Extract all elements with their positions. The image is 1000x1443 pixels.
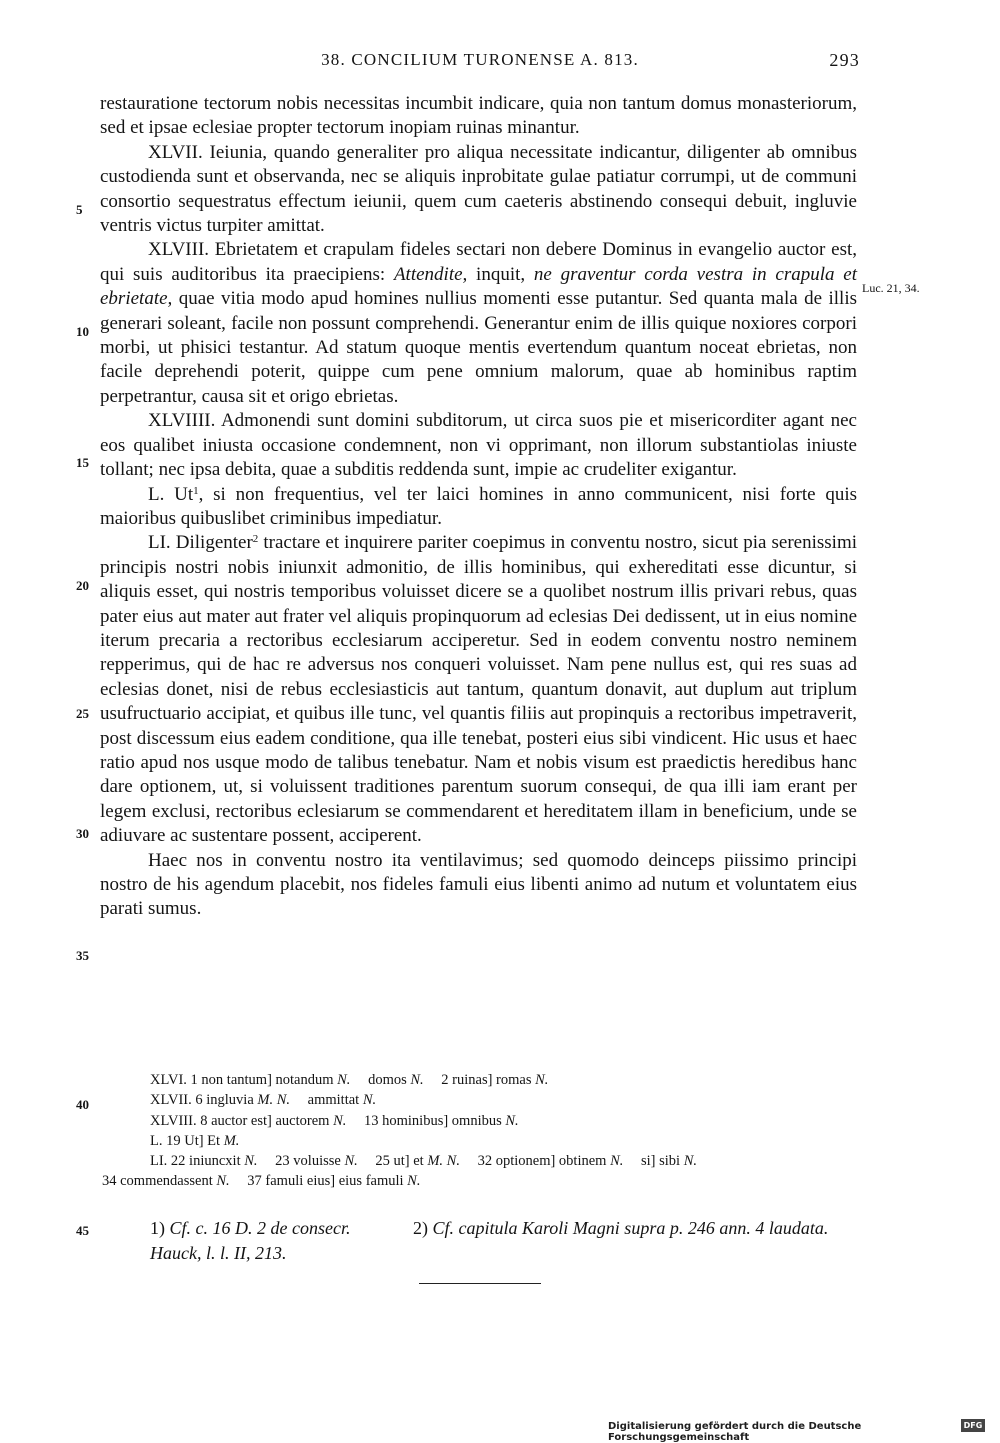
paragraph-closing: Haec nos in conventu nostro ita ventilavimus; sed quomodo deinceps piissimo principi nostro de his agendum placebit, nos fideles famuli eius libenti animo ad nutum et voluntatem eius parati sumus. — [100, 849, 857, 920]
apparatus-entry — [641, 1153, 697, 1169]
apparatus-row — [102, 1070, 858, 1090]
apparatus-row — [102, 1111, 858, 1131]
apparatus-text: XLVI. 1 non tantum] notandum — [150, 1072, 334, 1088]
text-run: tractare et inquirere pariter coepimus in conventu nostro, sicut pia serenissimi principis nostri nobis iniunxit admonitio, de illis hominibus, qui exhereditati esse dicuntur, si aliquis esset, qui nostris temporibus voluisset dicere se a quolibet nostrum illis privari rebus, quas pater eius aut mater aut frater vel aliquis propinquorum ad eclesias Dei dedissent, ut in eius nomine iterum precaria a rectoribus ecclesiarum acciperetur. Sed in eodem conventu nostro neminem repperimus, qui de hac re adversus nos conqueri voluisset. Nam pene nullus est, qui res suas ad eclesias donet, nisi de rebus ecclesiasticis aut tantum, quantum donavit, aut duplum aut triplum usufructuario accipiat, et quibus ille tunc, vel quantis filiis aut propinquis a rectoribus impetraverit, post discessum eius eadem conditione, qua ille tenebat, posteri eius sibi vindicent. Hic usus et haec ratio apud nos usque modo de talibus tenebatur. Nam et nobis visum est praedictis heredibus hanc dare optionem, ut, si voluissent traditiones parentum suorum consequi, de qua illi iam erant per legem exclusi, rectoribus eclesiarum se commendarent et hereditatem illam in beneficium, unde se adiuvare ac sustentare possent, acciperent. — [100, 532, 857, 847]
footnote-block — [102, 1216, 858, 1266]
paragraph-xlviii — [100, 238, 857, 409]
apparatus-row — [102, 1131, 858, 1151]
line-number: 30 — [76, 826, 89, 841]
digitization-credit: Digitalisierung gefördert durch die Deutsche Forschungsgemeinschaft — [608, 1421, 862, 1443]
siglum: N. — [244, 1153, 258, 1170]
line-number: 45 — [76, 1223, 89, 1238]
apparatus-text: si] sibi — [641, 1153, 681, 1170]
apparatus-entry — [478, 1153, 624, 1169]
siglum: N. — [683, 1153, 697, 1170]
siglum: N. — [410, 1072, 424, 1088]
apparatus-entry — [247, 1173, 420, 1189]
line-number: 5 — [76, 202, 83, 217]
text-run: L. Ut — [148, 483, 194, 505]
apparatus-entry — [150, 1153, 258, 1169]
siglum: M. — [223, 1132, 240, 1149]
page-number: 293 — [829, 50, 860, 70]
main-text — [100, 92, 857, 922]
running-title: 38. CONCILIUM TURONENSE A. 813. — [321, 50, 639, 69]
siglum: N. — [337, 1072, 351, 1088]
siglum: N. — [344, 1153, 358, 1170]
running-header — [100, 50, 860, 76]
apparatus-entry — [441, 1072, 548, 1088]
apparatus-text: 2 ruinas] romas — [441, 1072, 532, 1088]
siglum: M. N. — [427, 1153, 460, 1170]
siglum: N. — [610, 1153, 624, 1170]
text-run: quae vitia modo apud homines nullius momenti esse putantur. Sed quanta mala de illis generari soleant, facile non possunt comprehendi. Generantur enim de illis quique noxiores corpori morbi, ut phisici testantur. Ad statum quoque mentis evertendum quantum noceat ebrietas, non facile deprehendi poterit, quippe cum pene omnium malorum, quae ab hominibus raptim perpetrantur, causa sit et origo ebrietas. — [100, 288, 858, 407]
apparatus-text: LI. 22 iniuncxit — [150, 1153, 241, 1170]
siglum: M. N. — [257, 1092, 291, 1109]
footnote-number: 1) — [150, 1218, 165, 1238]
apparatus-entry — [275, 1153, 358, 1169]
footnote-text: Cf. capitula Karoli Magni supra p. 246 ann. 4 laudata. Hauck, l. l. II, 213. — [150, 1218, 829, 1263]
footnote-number: 2) — [412, 1218, 428, 1238]
apparatus-row — [102, 1090, 858, 1110]
apparatus-text: XLVIII. 8 auctor est] auctorem — [150, 1112, 330, 1129]
apparatus-text: 32 optionem] obtinem — [477, 1153, 607, 1170]
line-number: 25 — [76, 706, 89, 721]
apparatus-text: 34 commendassent — [102, 1173, 213, 1190]
apparatus-text: domos — [368, 1072, 407, 1088]
dfg-logo-icon: DFG — [961, 1419, 985, 1432]
apparatus-entry — [102, 1173, 230, 1189]
siglum: N. — [362, 1092, 377, 1109]
footnote-text: Cf. c. 16 D. 2 de consecr. — [169, 1218, 351, 1238]
text-run: XLVIII. Ebrietatem et crapulam fideles sectari non debere Dominus in evangelio auctor est, qui suis auditoribus ita praecipiens: — [100, 239, 857, 285]
apparatus-entry — [308, 1092, 376, 1108]
siglum: N. — [333, 1112, 347, 1129]
paragraph-xlviiii: XLVIIII. Admonendi sunt domini subditorum, ut circa suos pie et misericorditer agant nec eos qualibet iniusta occasione condemnent, non vi opprimant, non illorum substantiolas iniuste tollant; nec ipsa debita, quae a subditis reddenda sunt, impie ac crudeliter exigantur. — [100, 410, 857, 481]
end-rule — [419, 1283, 541, 1284]
apparatus-entry — [364, 1113, 519, 1129]
line-number: 10 — [76, 324, 89, 339]
siglum: N. — [505, 1112, 519, 1129]
apparatus-row — [102, 1151, 858, 1171]
apparatus-row — [102, 1171, 858, 1191]
apparatus-entry — [375, 1153, 460, 1169]
line-number: 40 — [76, 1097, 89, 1112]
text-run: LI. Diligenter — [148, 532, 253, 554]
apparatus-text: XLVII. 6 ingluvia — [150, 1092, 254, 1109]
text-run: inquit, — [476, 263, 526, 285]
apparatus-entry — [368, 1072, 424, 1088]
quotation: Attendite, — [393, 263, 468, 285]
footnotes — [102, 1216, 858, 1266]
paragraph-continuation: restauratione tectorum nobis necessitas incumbit indicare, quia non tantum domus monasteriorum, sed et ipsae eclesiae propter tectorum inopiam ruinas minantur. — [100, 93, 857, 139]
paragraph-l — [100, 483, 857, 532]
footnote-marker: 1 — [193, 484, 199, 497]
siglum: N. — [535, 1072, 549, 1088]
apparatus-entry — [150, 1072, 350, 1088]
margin-reference: Luc. 21, 34. — [862, 281, 920, 295]
quotation: ne graventur corda vestra in crapula et ebrietate, — [100, 263, 857, 310]
line-number: 20 — [76, 578, 89, 593]
apparatus-text: L. 19 Ut] Et — [150, 1132, 221, 1149]
paragraph-li — [100, 531, 857, 848]
footnote-marker: 2 — [252, 533, 259, 546]
apparatus-entry — [150, 1092, 290, 1108]
apparatus-entry — [150, 1133, 239, 1149]
line-number: 35 — [76, 948, 89, 963]
apparatus-text: 23 voluisse — [275, 1153, 341, 1170]
apparatus-entry — [150, 1113, 346, 1129]
text-run: , si non frequentius, vel ter laici homines in anno communicent, nisi forte quis maioribus quibuslibet criminibus impediatur. — [100, 483, 858, 529]
paragraph-xlvii: XLVII. Ieiunia, quando generaliter pro aliqua necessitate indicantur, diligenter ab omnibus custodienda sunt et observanda, nec se aliquis inprobitate gulae patiatur corrumpi, ut de communi consortio sequestratus effectum ieiunii, quem cum caeteris abstinendo consequi debuit, ingluvie ventris victus turpiter amittat. — [100, 141, 857, 237]
siglum: N. — [407, 1173, 421, 1190]
apparatus-text: 37 famuli eius] eius famuli — [247, 1173, 404, 1190]
siglum: N. — [216, 1173, 230, 1190]
line-number: 15 — [76, 455, 89, 470]
critical-apparatus — [102, 1070, 858, 1192]
apparatus-text: 13 hominibus] omnibus — [363, 1112, 502, 1129]
apparatus-text: 25 ut] et — [375, 1153, 424, 1170]
apparatus-text: ammittat — [307, 1092, 360, 1109]
